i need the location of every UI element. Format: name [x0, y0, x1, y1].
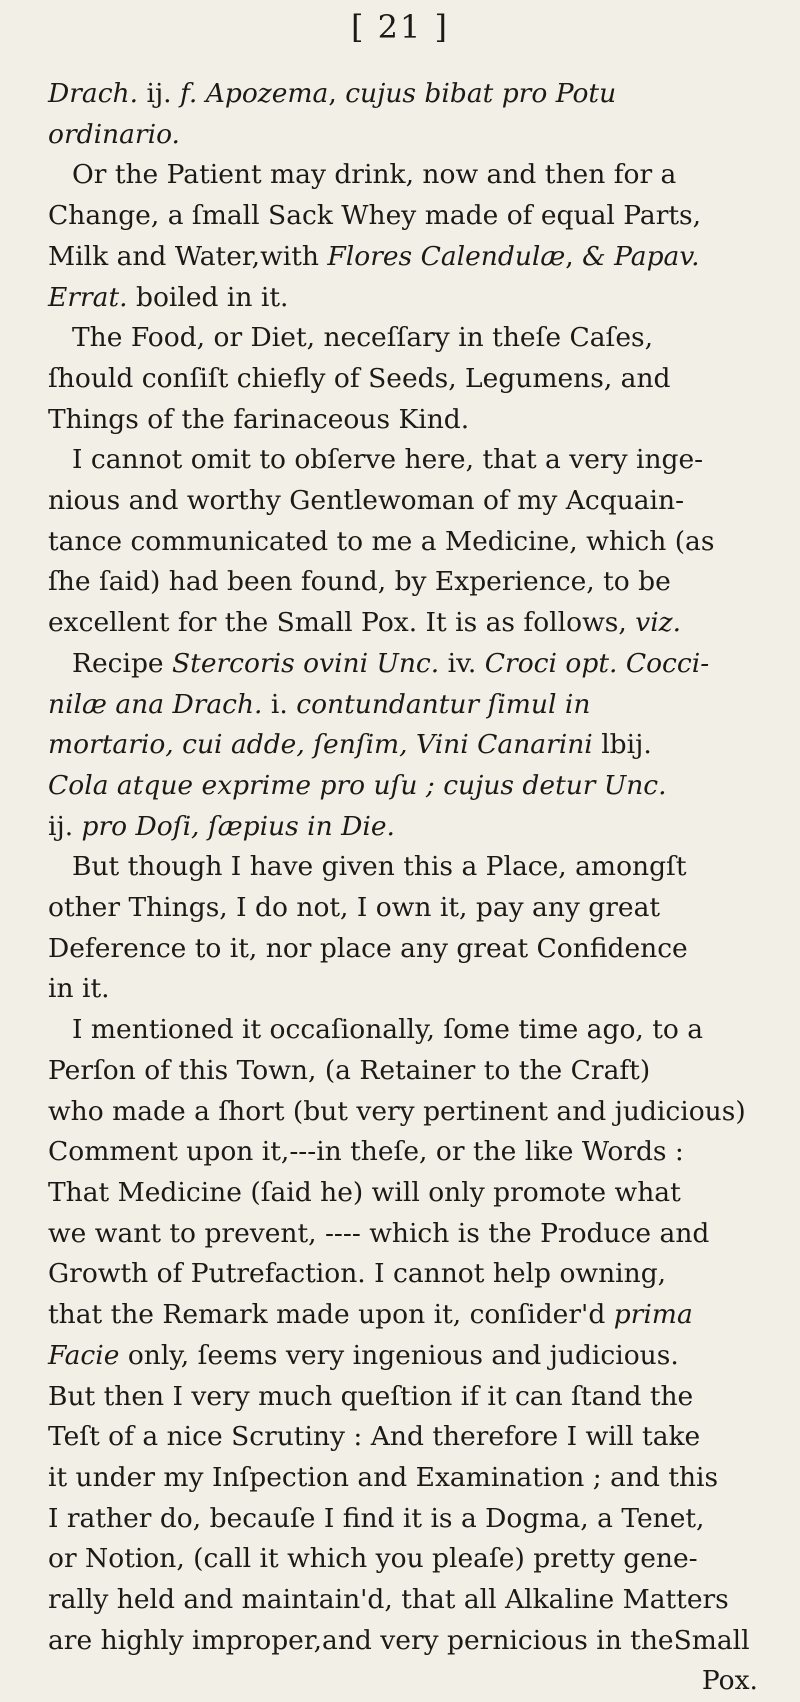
text-line	[48, 1295, 758, 1336]
text-line	[48, 440, 758, 481]
text-run: other Things, I do not, I own it, pay any great	[48, 892, 661, 924]
text-run: That Medicine (ſaid he) will only promote what	[48, 1176, 681, 1208]
text-line	[48, 115, 758, 156]
text-line	[48, 847, 758, 888]
text-run: boiled in it.	[127, 281, 289, 313]
text-run: Pox.	[701, 1665, 758, 1697]
text-line	[48, 278, 758, 319]
text-run: The Food, or Diet, neceſſary in theſe Caſes,	[72, 322, 654, 354]
text-line	[48, 929, 758, 970]
text-run: Change, a ſmall Sack Whey made of equal Parts,	[48, 200, 702, 232]
italic-text: Cola atque exprime pro uſu ; cujus detur Unc.	[48, 769, 667, 801]
text-run: Perſon of this Town, (a Retainer to the Craft)	[48, 1054, 651, 1086]
text-line	[48, 725, 758, 766]
text-run: But then I very much queſtion if it can ſtand the	[48, 1380, 694, 1412]
text-run: nious and worthy Gentlewoman of my Acquain-	[48, 485, 685, 517]
text-run: ij.	[138, 78, 181, 109]
italic-text: Croci opt. Cocci-	[484, 647, 710, 679]
italic-text: Flores Calendulæ	[327, 240, 566, 272]
text-line	[48, 74, 758, 115]
italic-text: prima	[613, 1299, 693, 1331]
text-line	[48, 318, 758, 359]
italic-text: contundantur ſimul in	[296, 688, 591, 720]
italic-text: Drach.	[48, 78, 139, 109]
text-line	[48, 522, 758, 563]
text-run: Comment upon it,---in theſe, or the like Words :	[48, 1136, 684, 1168]
text-run: But though I have given this a Place, amongſt	[72, 851, 687, 883]
italic-text: nilæ ana Drach.	[48, 688, 263, 720]
text-line	[48, 1336, 758, 1377]
text-line	[48, 1254, 758, 1295]
text-line	[48, 1539, 758, 1580]
text-run: ſhe ſaid) had been found, by Experience, to be	[48, 566, 671, 598]
text-line	[48, 685, 758, 726]
text-run: ij.	[48, 810, 82, 842]
text-run: we want to prevent, ---- which is the Produce and	[48, 1217, 710, 1249]
text-run: i.	[262, 688, 297, 720]
text-run: it under my Inſpection and Examination ; and this	[48, 1461, 719, 1493]
text-line	[48, 155, 758, 196]
italic-text: Facie	[48, 1339, 120, 1371]
text-run: iv.	[439, 647, 485, 679]
text-line	[48, 562, 758, 603]
text-run: rally held and maintain'd, that all Alkaline Matters	[48, 1584, 729, 1616]
text-line	[48, 1092, 758, 1133]
text-run: ,	[328, 78, 346, 109]
text-line	[48, 644, 758, 685]
text-line	[48, 1214, 758, 1255]
italic-text: viz.	[635, 607, 682, 639]
text-line	[48, 196, 758, 237]
italic-text: cujus bibat pro Potu	[345, 78, 617, 109]
italic-text: ordinario.	[48, 118, 180, 150]
text-run: excellent for the Small Pox. It is as follows,	[48, 607, 636, 639]
text-line	[48, 1051, 758, 1092]
text-run: in it.	[48, 973, 110, 1005]
page-number: [ 21 ]	[350, 8, 450, 46]
text-line	[48, 359, 758, 400]
text-line	[48, 1173, 758, 1214]
text-run: Recipe	[72, 647, 173, 679]
text-run: I rather do, becauſe I find it is a Dogma, a Tenet,	[48, 1502, 705, 1534]
text-line	[48, 603, 758, 644]
text-line	[48, 1458, 758, 1499]
text-run: ſhould conſiſt chiefly of Seeds, Legumens, and	[48, 362, 671, 394]
text-line	[48, 1621, 758, 1662]
text-line	[48, 1132, 758, 1173]
text-run: only, ſeems very ingenious and judicious.	[119, 1339, 679, 1371]
text-line	[48, 1661, 758, 1702]
italic-text: pro Doſi, ſæpius in Die.	[81, 810, 395, 842]
italic-text: f. Apozema	[180, 78, 329, 109]
body-text	[48, 74, 758, 1702]
italic-text: mortario, cui adde, ſenſim, Vini Canarini	[48, 729, 593, 761]
text-run: I mentioned it occaſionally, ſome time ago, to a	[72, 1014, 704, 1046]
text-line	[48, 766, 758, 807]
text-run: are highly improper,and very pernicious in theSmall	[48, 1624, 750, 1656]
text-run: Things of the farinaceous Kind.	[48, 403, 470, 435]
text-line	[48, 400, 758, 441]
text-run: Deference to it, nor place any great Confidence	[48, 932, 688, 964]
text-run: tance communicated to me a Medicine, which (as	[48, 525, 715, 557]
text-line	[48, 481, 758, 522]
text-run: I cannot omit to obſerve here, that a very inge-	[72, 444, 704, 476]
text-run: that the Remark made upon it, conſider'd	[48, 1299, 614, 1331]
text-run: lbij.	[592, 729, 652, 761]
italic-text: Stercoris ovini Unc.	[172, 647, 440, 679]
text-run: ,	[565, 240, 583, 272]
text-line	[48, 888, 758, 929]
text-run: who made a ſhort (but very pertinent and judicious)	[48, 1095, 746, 1127]
text-line	[48, 969, 758, 1010]
italic-text: & Papav.	[582, 240, 700, 272]
italic-text: Errat.	[48, 281, 128, 313]
text-run: Milk and Water,with	[48, 240, 328, 272]
text-run: Growth of Putrefaction. I cannot help owning,	[48, 1258, 667, 1290]
text-run: Teſt of a nice Scrutiny : And therefore I will take	[48, 1421, 701, 1453]
text-run: Or the Patient may drink, now and then for a	[72, 159, 677, 191]
text-line	[48, 1417, 758, 1458]
text-line	[48, 1377, 758, 1418]
text-line	[48, 1010, 758, 1051]
text-line	[48, 237, 758, 278]
text-line	[48, 1499, 758, 1540]
text-run: or Notion, (call it which you pleaſe) pretty gene-	[48, 1543, 698, 1575]
text-line	[48, 807, 758, 848]
text-line	[48, 1580, 758, 1621]
